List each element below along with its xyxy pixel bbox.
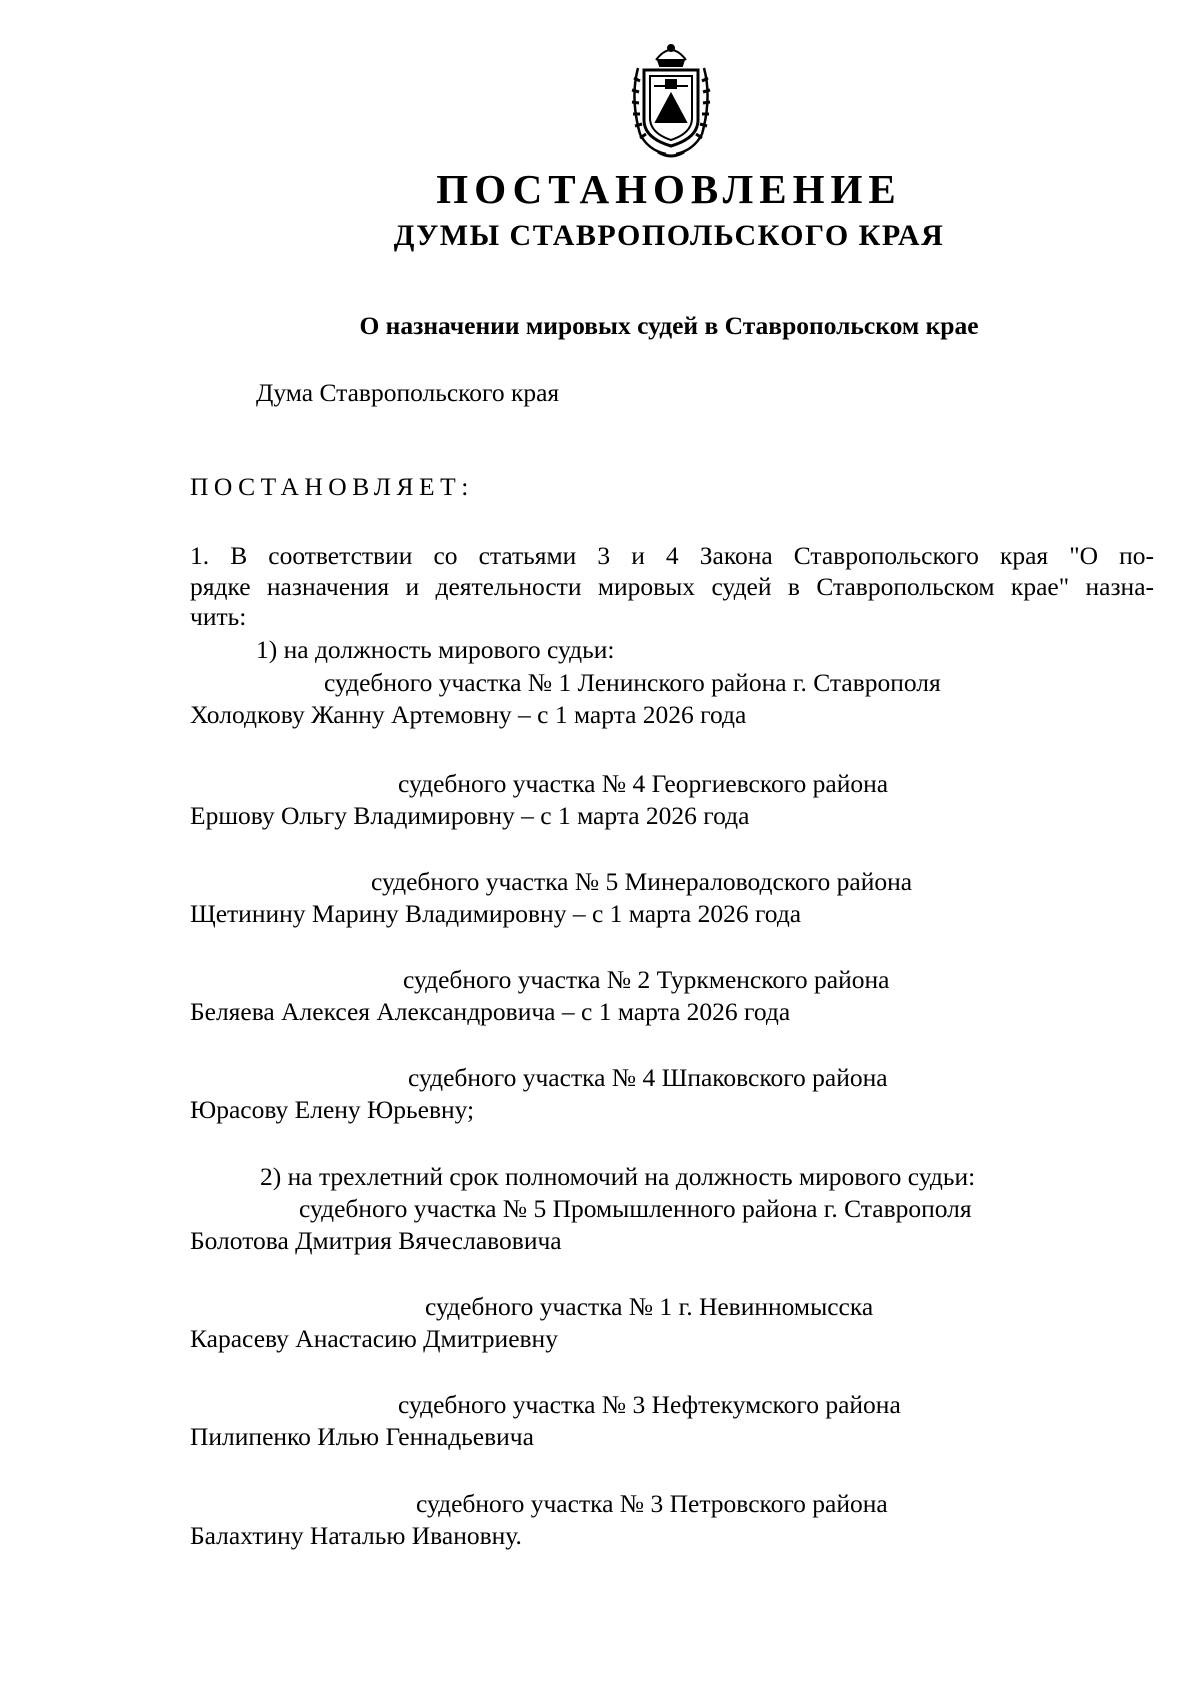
list-item-person: Ершову Ольгу Владимировну – с 1 марта 2026 года [190,801,750,830]
document-subject: О назначении мировых судей в Ставропольском крае [359,311,979,340]
list-item-person: Карасеву Анастасию Дмитриевну [190,1324,558,1353]
document-title: ПОСТАНОВЛЕНИЕ [436,166,902,212]
document-subtitle: ДУМЫ СТАВРОПОЛЬСКОГО КРАЯ [393,219,945,252]
list-item-district: судебного участка № 5 Промышленного района г. Ставрополя [299,1194,972,1223]
list-item-person: Пилипенко Илью Геннадьевича [190,1422,534,1451]
list-item-person: Юрасову Елену Юрьевну; [190,1095,475,1124]
clause-1-line-3: чить: [190,602,247,631]
list-item-district: судебного участка № 3 Нефтекумского района [398,1390,901,1419]
list-item-district: судебного участка № 4 Шпаковского района [408,1063,888,1092]
decree-word: ПОСТАНОВЛЯЕТ: [190,472,474,501]
list-item-person: Холодкову Жанну Артемовну – с 1 марта 2026 года [190,700,747,729]
list-item-person: Беляева Алексея Александровича – с 1 марта 2026 года [190,997,791,1026]
list-item-district: судебного участка № 2 Туркменского района [403,965,890,994]
list-item-person: Балахтину Наталью Ивановну. [190,1521,522,1550]
list-item-district: судебного участка № 1 Ленинского района г. Ставрополя [324,668,941,697]
list-item-district: судебного участка № 1 г. Невинномысска [425,1292,874,1321]
coat-of-arms-icon [626,38,716,160]
subclause-1-heading: 1) на должность мирового судьи: [256,635,615,664]
list-item-person: Болотова Дмитрия Вячеславовича [190,1226,562,1255]
list-item-district: судебного участка № 3 Петровского района [416,1489,888,1518]
issuing-authority: Дума Ставропольского края [256,378,560,407]
list-item-district: судебного участка № 4 Георгиевского района [398,769,889,798]
list-item-person: Щетинину Марину Владимировну – с 1 марта 2026 года [190,899,802,928]
list-item-district: судебного участка № 5 Минераловодского района [371,867,913,896]
clause-1-line-2: рядке назначения и деятельности мировых судей в Ставропольском крае" назна- [190,572,1154,601]
subclause-2-heading: 2) на трехлетний срок полномочий на должность мирового судьи: [260,1162,976,1191]
clause-1-line-1: 1. В соответствии со статьями 3 и 4 Закона Ставропольского края "О по- [190,541,1154,570]
